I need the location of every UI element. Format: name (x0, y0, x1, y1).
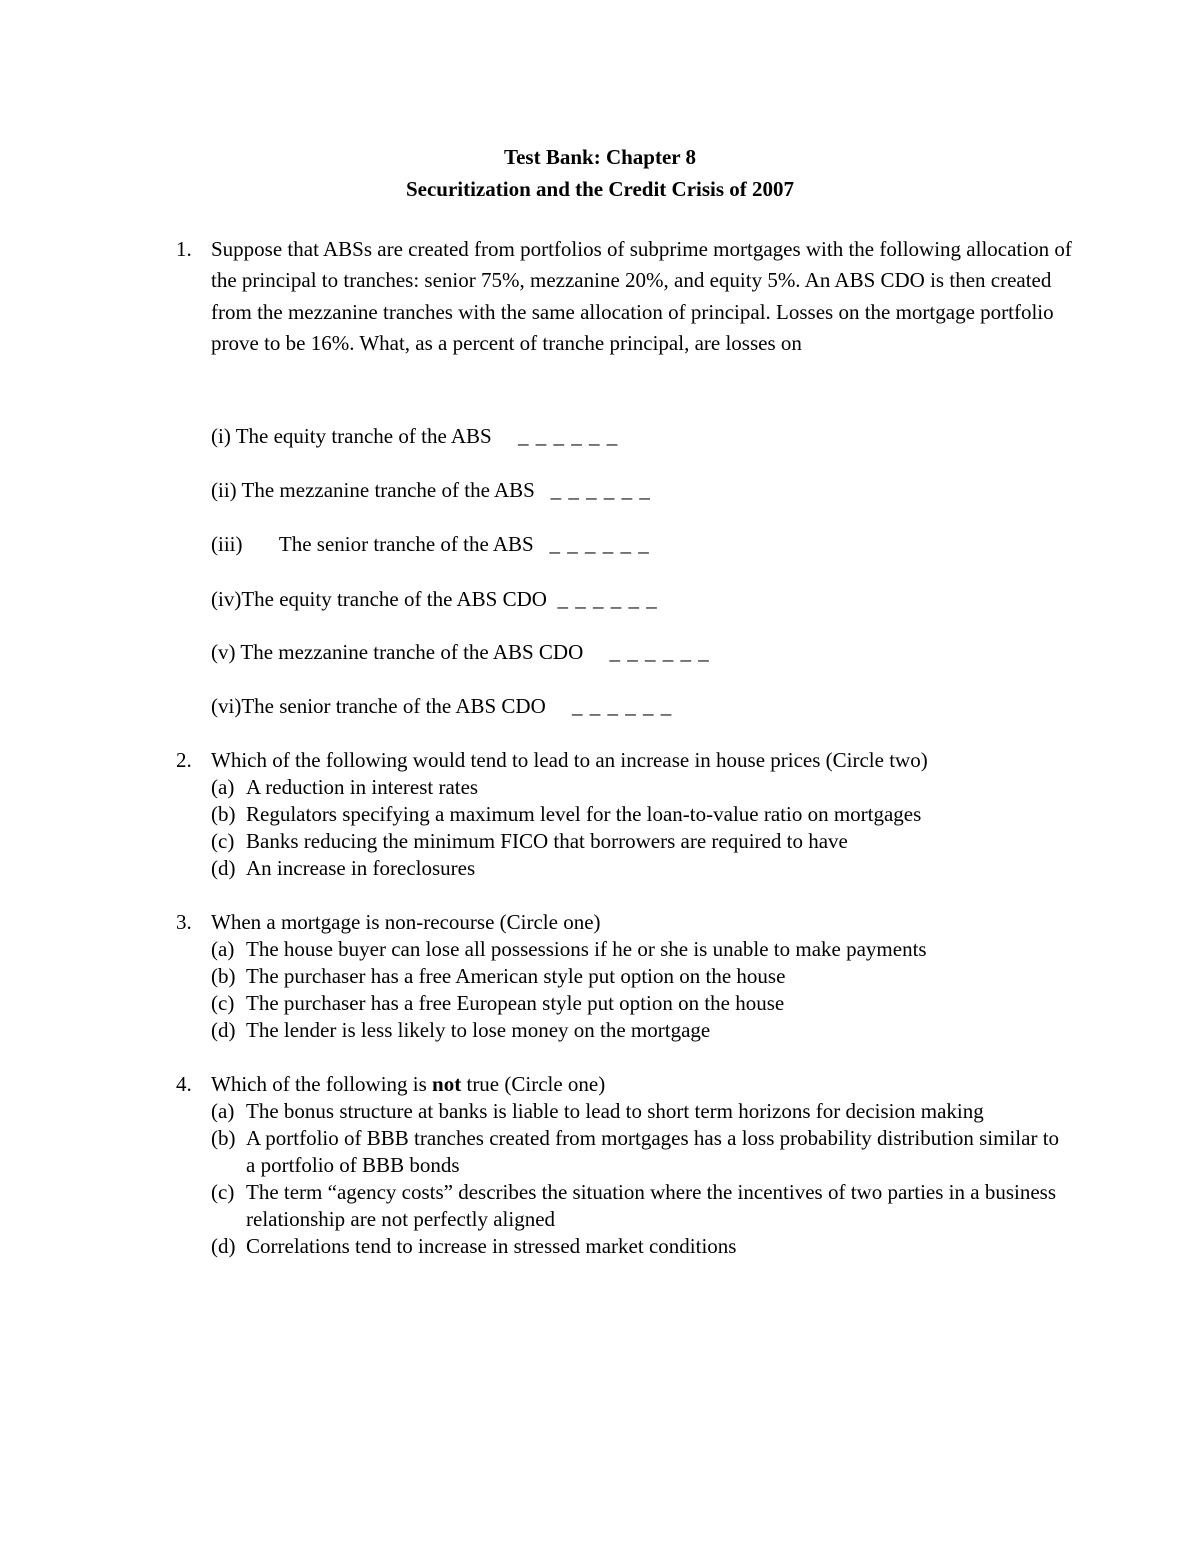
part-label: (ii) (211, 478, 237, 502)
option-text: The purchaser has a free European style put option on the house (246, 991, 785, 1015)
option-a[interactable] (211, 1098, 1071, 1125)
option-label: (d) (211, 856, 236, 880)
option-label: (c) (211, 829, 235, 853)
part-label: (vi) (211, 694, 242, 718)
option-text: The term “agency costs” describes the situation where the incentives of two parties in a business relationship are not perfectly aligned (246, 1180, 1056, 1231)
option-d[interactable] (211, 1233, 1071, 1260)
option-text: A reduction in interest rates (246, 775, 479, 799)
question-1-part-ii (211, 476, 651, 504)
question-text: Which of the following would tend to lead to an increase in house prices (Circle two) (211, 748, 928, 772)
answer-blank[interactable]: _ _ _ _ _ _ (549, 532, 650, 556)
part-text: The mezzanine tranche of the ABS (241, 478, 535, 502)
part-label: (v) (211, 640, 236, 664)
option-b[interactable] (211, 963, 1071, 990)
option-text: The lender is less likely to lose money on the mortgage (246, 1018, 711, 1042)
document-subtitle: Securitization and the Credit Crisis of 2007 (405, 177, 795, 201)
part-label: (i) (211, 424, 231, 448)
question-text-start: Which of the following is (211, 1072, 433, 1096)
option-label: (c) (211, 1180, 235, 1204)
answer-blank[interactable]: _ _ _ _ _ _ (557, 587, 658, 611)
option-a[interactable] (211, 936, 1071, 963)
question-number: 3. (176, 910, 192, 934)
option-a[interactable] (211, 774, 1071, 801)
option-text: The purchaser has a free American style put option on the house (246, 964, 786, 988)
option-label: (a) (211, 937, 235, 961)
option-label: (d) (211, 1234, 236, 1258)
option-c[interactable] (211, 990, 1071, 1017)
part-text: The mezzanine tranche of the ABS CDO (240, 640, 584, 664)
question-1-part-iii (211, 530, 650, 558)
part-label: (iv) (211, 587, 242, 611)
part-label: (iii) (211, 532, 243, 556)
question-text: Suppose that ABSs are created from portfolios of subprime mortgages with the following allocation of the principal to tranches: senior 75%, mezzanine 20%, and equity 5%. An ABS CDO is then created from the mezzanine tranches with the same allocation of principal. Losses on the mortgage portfolio prove to be 16%. What, as a percent of tranche principal, are losses on (211, 237, 1072, 355)
answer-blank[interactable]: _ _ _ _ _ _ (517, 424, 619, 448)
option-text: Regulators specifying a maximum level for the loan-to-value ratio on mortgages (246, 802, 922, 826)
emphasis-not: not (432, 1072, 462, 1096)
part-text: The equity tranche of the ABS CDO (241, 587, 547, 611)
question-number: 1. (176, 237, 192, 261)
option-d[interactable] (211, 855, 1071, 882)
option-text: Correlations tend to increase in stressed market conditions (246, 1234, 737, 1258)
option-label: (b) (211, 802, 236, 826)
question-1-part-v (211, 638, 710, 666)
option-text: Banks reducing the minimum FICO that borrowers are required to have (246, 829, 848, 853)
question-1 (176, 234, 1076, 394)
option-c[interactable] (211, 1179, 1071, 1233)
option-label: (a) (211, 775, 235, 799)
option-label: (c) (211, 991, 235, 1015)
option-text: An increase in foreclosures (246, 856, 476, 880)
option-label: (a) (211, 1099, 235, 1123)
part-text: The senior tranche of the ABS CDO (241, 694, 546, 718)
answer-blank[interactable]: _ _ _ _ _ _ (609, 640, 710, 664)
question-4-options (211, 1098, 1071, 1260)
option-d[interactable] (211, 1017, 1071, 1044)
question-text (211, 1071, 605, 1098)
option-b[interactable] (211, 801, 1071, 828)
question-3-options (211, 936, 1071, 1044)
option-c[interactable] (211, 828, 1071, 855)
question-number: 4. (176, 1072, 192, 1096)
part-text: The senior tranche of the ABS (278, 532, 534, 556)
option-text: A portfolio of BBB tranches created from mortgages has a loss probability distribution similar to a portfolio of BBB bonds (246, 1126, 1060, 1177)
document-title: Test Bank: Chapter 8 (504, 145, 696, 169)
question-text: When a mortgage is non-recourse (Circle one) (211, 910, 601, 934)
option-text: The house buyer can lose all possessions if he or she is unable to make payments (246, 937, 927, 961)
answer-blank[interactable]: _ _ _ _ _ _ (572, 694, 673, 718)
question-1-part-vi (211, 692, 672, 720)
option-b[interactable] (211, 1125, 1071, 1179)
option-text: The bonus structure at banks is liable to lead to short term horizons for decision making (246, 1099, 984, 1123)
question-2-options (211, 774, 1071, 882)
question-text-end: true (Circle one) (461, 1072, 606, 1096)
question-number: 2. (176, 748, 192, 772)
option-label: (d) (211, 1018, 236, 1042)
question-1-part-i (211, 422, 618, 450)
question-1-part-iv (211, 585, 658, 613)
option-label: (b) (211, 964, 236, 988)
option-label: (b) (211, 1126, 236, 1150)
answer-blank[interactable]: _ _ _ _ _ _ (550, 478, 651, 502)
part-text: The equity tranche of the ABS (235, 424, 492, 448)
